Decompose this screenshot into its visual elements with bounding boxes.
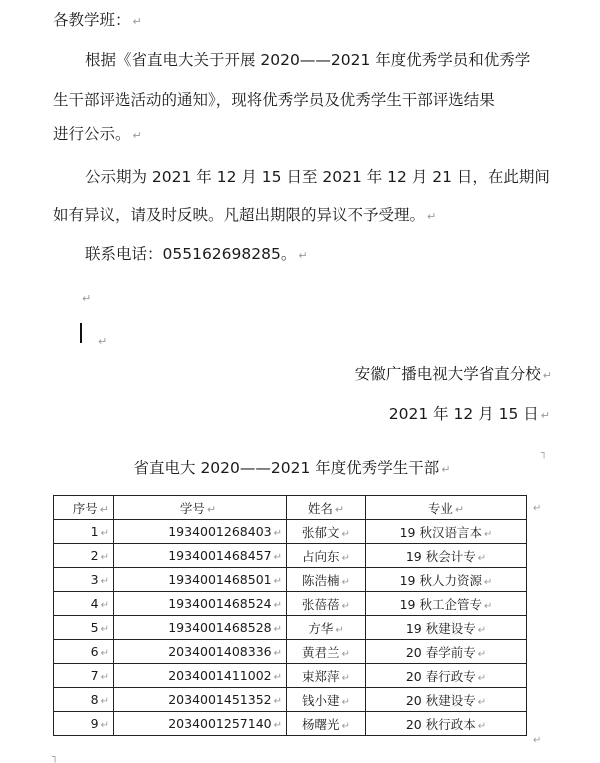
cell-student-id: 1934001268403 ↵ xyxy=(114,520,287,544)
cell-student-id: 2034001408336 ↵ xyxy=(114,640,287,664)
table-corner-mark: ┐ xyxy=(541,448,548,459)
cell-name: 张蓓蓓 ↵ xyxy=(287,592,366,616)
paragraph-mark: ↵ xyxy=(132,129,142,142)
cell-name: 黄君兰 ↵ xyxy=(287,640,366,664)
cell-index: 4 ↵ xyxy=(54,592,114,616)
cell-end-mark: ↵ xyxy=(273,624,282,635)
cell-end-mark: ↵ xyxy=(100,552,109,563)
table-title: 省直电大 2020——2021 年度优秀学生干部 ↵ xyxy=(133,459,451,477)
cell-end-mark: ↵ xyxy=(484,528,493,540)
cell-end-mark: ↵ xyxy=(100,528,109,539)
cell-end-mark: ↵ xyxy=(477,624,487,636)
empty-paragraph-mark: ↵ xyxy=(98,335,108,348)
paragraph-2-line-2: 如有异议，请及时反映。凡超出期限的异议不予受理。 ↵ xyxy=(53,206,437,224)
cell-name: 束郑萍 ↵ xyxy=(287,664,366,688)
cell-end-mark: ↵ xyxy=(100,672,109,683)
cell-student-id: 2034001451352 ↵ xyxy=(114,688,287,712)
row-end-mark: ↵ xyxy=(533,503,542,514)
cell-student-id: 1934001468501 ↵ xyxy=(114,568,287,592)
cell-end-mark: ↵ xyxy=(341,696,350,708)
cell-index: 7 ↵ xyxy=(54,664,114,688)
cell-student-id: 2034001257140 ↵ xyxy=(114,712,287,736)
cell-end-mark: ↵ xyxy=(273,648,282,659)
cell-end-mark: ↵ xyxy=(273,600,282,611)
cell-student-id: 1934001468457 ↵ xyxy=(114,544,287,568)
paragraph-mark: ↵ xyxy=(298,249,308,262)
cell-major: 20 春学前专 ↵ xyxy=(366,640,527,664)
cell-end-mark: ↵ xyxy=(341,528,350,540)
cell-index: 3 ↵ xyxy=(54,568,114,592)
table-header-row xyxy=(54,496,527,520)
cadre-table xyxy=(53,495,527,736)
cell-end-mark: ↵ xyxy=(341,600,350,612)
cell-end-mark: ↵ xyxy=(273,696,282,707)
cell-end-mark: ↵ xyxy=(341,648,350,660)
cell-major: 19 秋建设专 ↵ xyxy=(366,616,527,640)
contact-phone: 联系电话：055162698285。 ↵ xyxy=(85,245,308,263)
cell-index: 9 ↵ xyxy=(54,712,114,736)
cell-end-mark: ↵ xyxy=(335,624,344,636)
table-row xyxy=(54,544,527,568)
paragraph-1-line-1: 根据《省直电大关于开展 2020——2021 年度优秀学员和优秀学 xyxy=(85,51,531,69)
cell-index: 1 ↵ xyxy=(54,520,114,544)
cell-name: 陈浩楠 ↵ xyxy=(287,568,366,592)
cell-index: 6 ↵ xyxy=(54,640,114,664)
cell-end-mark: ↵ xyxy=(100,624,109,635)
cell-index: 8 ↵ xyxy=(54,688,114,712)
paragraph-mark: ↵ xyxy=(441,463,451,476)
cell-end-mark: ↵ xyxy=(477,720,487,732)
cell-name: 占向东 ↵ xyxy=(287,544,366,568)
cell-end-mark: ↵ xyxy=(484,600,493,612)
table-row xyxy=(54,664,527,688)
paragraph-mark: ↵ xyxy=(542,369,552,382)
table-row xyxy=(54,712,527,736)
cell-major: 19 秋人力资源 ↵ xyxy=(366,568,527,592)
cell-end-mark: ↵ xyxy=(477,672,487,684)
issue-date: 2021 年 12 月 15 日 ↵ xyxy=(388,405,550,423)
cell-student-id: 1934001468528 ↵ xyxy=(114,616,287,640)
cell-name: 杨曙光 ↵ xyxy=(287,712,366,736)
cell-end-mark: ↵ xyxy=(273,552,282,563)
cell-end-mark: ↵ xyxy=(273,720,282,731)
table-row xyxy=(54,520,527,544)
empty-paragraph-mark: ↵ xyxy=(82,292,92,305)
cell-index: 5 ↵ xyxy=(54,616,114,640)
paragraph-2-line-1: 公示期为 2021 年 12 月 15 日至 2021 年 12 月 21 日，在此期间 xyxy=(85,168,550,186)
cell-major: 20 春行政专 ↵ xyxy=(366,664,527,688)
cell-end-mark: ↵ xyxy=(477,696,487,708)
cell-student-id: 2034001411002 ↵ xyxy=(114,664,287,688)
header-index: 序号 ↵ xyxy=(54,496,114,520)
cell-end-mark: ↵ xyxy=(341,576,350,588)
cell-end-mark: ↵ xyxy=(100,648,109,659)
cell-end-mark: ↵ xyxy=(273,528,282,539)
cell-end-mark: ↵ xyxy=(273,672,282,683)
salutation: 各教学班： ↵ xyxy=(53,11,142,29)
cell-end-mark: ↵ xyxy=(100,600,109,611)
cell-name: 方华 ↵ xyxy=(287,616,366,640)
paragraph-1-line-3: 进行公示。 ↵ xyxy=(53,125,142,143)
page-corner-mark: ┐ xyxy=(52,752,59,763)
cell-end-mark: ↵ xyxy=(100,696,109,707)
row-end-mark: ↵ xyxy=(533,735,542,746)
paragraph-mark: ↵ xyxy=(132,15,142,28)
cell-index: 2 ↵ xyxy=(54,544,114,568)
cell-end-mark: ↵ xyxy=(341,552,350,564)
cell-name: 钱小建 ↵ xyxy=(287,688,366,712)
header-major: 专业 ↵ xyxy=(366,496,527,520)
cell-major: 20 秋行政本 ↵ xyxy=(366,712,527,736)
table-row xyxy=(54,568,527,592)
cell-end-mark: ↵ xyxy=(477,648,487,660)
paragraph-1-line-2: 生干部评选活动的通知》，现将优秀学员及优秀学生干部评选结果 xyxy=(53,91,495,109)
cell-end-mark: ↵ xyxy=(100,576,109,587)
cell-end-mark: ↵ xyxy=(341,672,350,684)
cell-end-mark: ↵ xyxy=(477,552,487,564)
table-row xyxy=(54,616,527,640)
cell-name: 张郁文 ↵ xyxy=(287,520,366,544)
cell-student-id: 1934001468524 ↵ xyxy=(114,592,287,616)
cell-major: 19 秋会计专 ↵ xyxy=(366,544,527,568)
table-row xyxy=(54,640,527,664)
header-name: 姓名 ↵ xyxy=(287,496,366,520)
header-student-id: 学号 ↵ xyxy=(114,496,287,520)
text-cursor[interactable] xyxy=(80,323,82,343)
cell-major: 20 秋建设专 ↵ xyxy=(366,688,527,712)
issuing-organization: 安徽广播电视大学省直分校 ↵ xyxy=(354,365,552,383)
table-row xyxy=(54,688,527,712)
cell-end-mark: ↵ xyxy=(484,576,493,588)
cell-end-mark: ↵ xyxy=(341,720,350,732)
cell-end-mark: ↵ xyxy=(100,720,109,731)
cell-major: 19 秋汉语言本 ↵ xyxy=(366,520,527,544)
paragraph-mark: ↵ xyxy=(540,409,550,422)
cell-major: 19 秋工企管专 ↵ xyxy=(366,592,527,616)
cell-end-mark: ↵ xyxy=(273,576,282,587)
table-row xyxy=(54,592,527,616)
paragraph-mark: ↵ xyxy=(427,210,437,223)
